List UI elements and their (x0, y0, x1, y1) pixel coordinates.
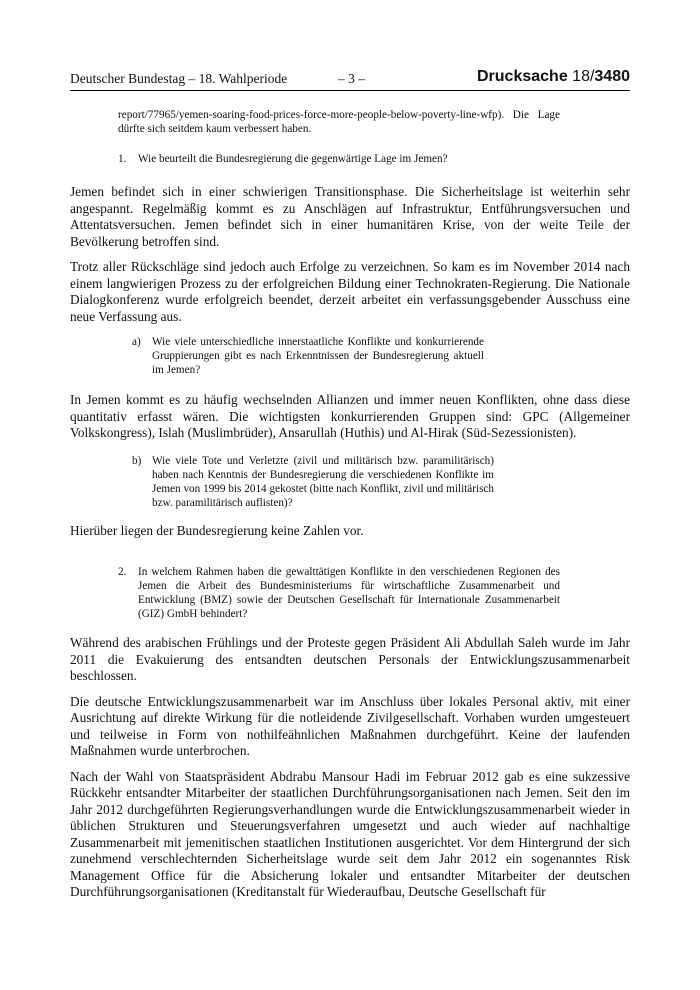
question-1b-text: Wie viele Tote und Verletzte (zivil und militärisch bzw. paramilitärisch) haben nach Kenntnis der Bundesregierung die verschiedenen Konflikte im Jemen von 1999 bis 2014 gekostet (bitte nach Konflikt, zivil und militärisch bzw. paramilitärisch auflisten)? (152, 454, 494, 509)
page-header (70, 68, 630, 91)
answer-1-paragraph-2: Trotz aller Rückschläge sind jedoch auch Erfolge zu verzeichnen. So kam es im November 2014 nach einem langwierigen Prozess zu der erfolgreichen Bildung einer Technokraten-Regierung. Die Nationale Dialogkonferenz wurde erfolgreich beendet, derzeit arbeitet ein verfassungsgebender Ausschuss eine neue Verfassung aus. (70, 259, 630, 324)
question-1a (132, 335, 484, 377)
answer-2-paragraph-3: Nach der Wahl von Staatspräsident Abdrabu Mansour Hadi im Februar 2012 gab es eine sukzessive Rückkehr entsandter Mitarbeiter der staatlichen Durchführungsorganisationen nach Jemen. Seit den im Jahr 2012 durchgeführten Regierungsverhandlungen wurde die Entwicklungszusammenarbeit wieder in üblichen Strukturen und Steuerungsverfahren umgesetzt und auch wieder auf nachhaltige Zusammenarbeit mit jemenitischen staatlichen Institutionen ausgerichtet. Vor dem Hintergrund der sich zunehmend verschlechternden Sicherheitslage wurde seit dem Jahr 2012 ein sogenanntes Risk Management Office für die Absicherung lokaler und entsandter Mitarbeiter der deutschen Durchführungsorganisationen (Kreditanstalt für Wiederaufbau, Deutsche Gesellschaft für (70, 768, 630, 899)
answer-2-paragraph-2: Die deutsche Entwicklungszusammenarbeit war im Anschluss über lokales Personal aktiv, mit einer Ausrichtung auf direkte Wirkung für die notleidende Zivilgesellschaft. Vorhaben wurden umgesteuert und teilweise in Form von nothilfeähnlichen Maßnahmen durchgeführt. Keine der laufenden Maßnahmen wurde unterbrochen. (70, 693, 630, 758)
question-1-text: Wie beurteilt die Bundesregierung die gegenwärtige Lage im Jemen? (138, 153, 448, 165)
question-2-number: 2. (118, 566, 127, 578)
document-number (477, 68, 630, 86)
question-2-text: In welchem Rahmen haben die gewalttätigen Konflikte in den verschiedenen Regionen des Jemen die Arbeit des Bundesministeriums für wirtschaftliche Zusammenarbeit und Entwicklung (BMZ) sowie der Deutschen Gesellschaft für Internationale Zusammenarbeit (GIZ) GmbH behindert? (138, 566, 560, 620)
document-number-prefix: 18/ (567, 68, 595, 85)
question-1a-text: Wie viele unterschiedliche innerstaatliche Konflikte und konkurrierende Gruppierungen gibt es nach Erkenntnissen der Bundesregierung aktuell im Jemen? (152, 336, 484, 376)
intro-continuation: report/77965/yemen-soaring-food-prices-force-more-people-below-poverty-line-wfp). Die Lage dürfte sich seitdem kaum verbessert haben. (118, 109, 560, 135)
document-label: Drucksache (477, 68, 568, 85)
header-parliament-period: Deutscher Bundestag – 18. Wahlperiode (70, 71, 288, 86)
question-1-number: 1. (118, 153, 127, 165)
page-body (70, 108, 630, 910)
question-2 (118, 565, 560, 621)
answer-1-paragraph-1: Jemen befindet sich in einer schwierigen Transitionsphase. Die Sicherheitslage ist weiterhin sehr angespannt. Regelmäßig kommt es zu Anschlägen auf Infrastruktur, Entführungsversuchen und Attentatsversuchen. Jemen befindet sich in einer humanitären Krise, von der weite Teile der Bevölkerung betroffen sind. (70, 184, 630, 249)
answer-1b: Hierüber liegen der Bundesregierung keine Zahlen vor. (70, 522, 364, 538)
question-1b-number: b) (132, 454, 142, 467)
page-number: – 3 – (338, 71, 365, 86)
answer-2-paragraph-1: Während des arabischen Frühlings und der Proteste gegen Präsident Ali Abdullah Saleh wurde im Jahr 2011 die Evakuierung des entsandten deutschen Personals der Entwicklungszusammenarbeit beschlossen. (70, 635, 630, 683)
question-1a-number: a) (132, 336, 141, 348)
question-1 (118, 152, 560, 166)
answer-1a: In Jemen kommt es zu häufig wechselnden Allianzen und immer neuen Konflikten, ohne dass diese quantitativ erfasst wären. Die wichtigsten konkurrierenden Gruppen sind: GPC (Allgemeiner Volkskongress), Islah (Muslimbrüder), Ansarullah (Huthis) und Al-Hirak (Süd-Sezessionisten). (70, 392, 630, 440)
question-1b (132, 454, 494, 510)
document-number-value: 3480 (594, 68, 630, 85)
